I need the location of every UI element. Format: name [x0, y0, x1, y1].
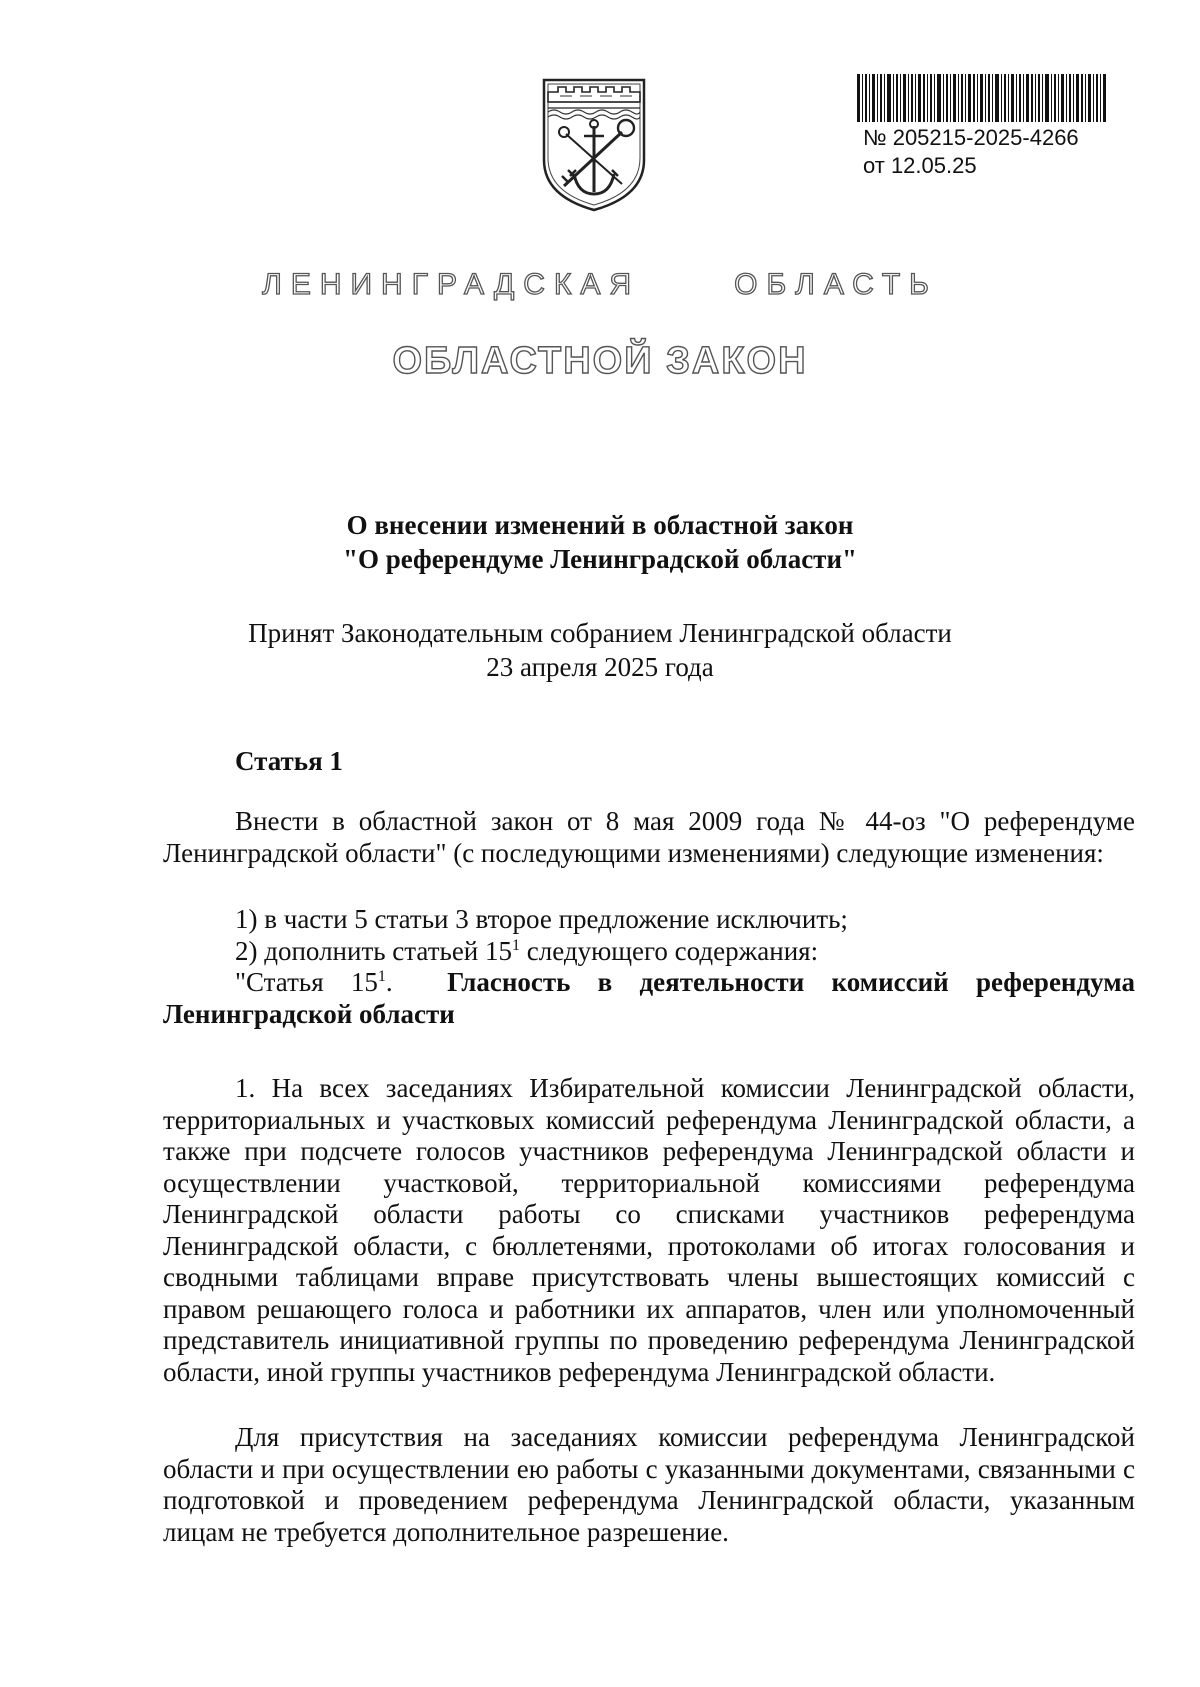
law-title-line-2: "О референдуме Ленинградской области": [342, 544, 857, 574]
new-article-heading: [163, 967, 1135, 1030]
new-article-part-1-continued: Для присутствия на заседаниях комиссии референдума Ленинградской области и при осуществлении ею работы с указанными документами, связанными с подготовкой и проведением референдума Ленинградской области, указанным лицам не требуется дополнительное разрешение.: [163, 1422, 1135, 1547]
new-article-dot: .: [385, 967, 393, 997]
law-title-line-1: О внесении изменений в областной закон: [346, 510, 854, 540]
new-article-number: "Статья 15: [235, 967, 378, 997]
item-2-text-end: следующего содержания:: [520, 936, 819, 966]
adoption-body: Принят Законодательным собранием Ленинградской области: [248, 618, 952, 648]
law-title: [0, 508, 1200, 576]
adoption-note: [0, 616, 1200, 684]
document-type: ОБЛАСТНОЙ ЗАКОН: [392, 340, 808, 382]
amendment-item-1: 1) в части 5 статьи 3 второе предложение исключить;: [235, 904, 848, 934]
new-article-title: Гласность в деятельности комиссий референдума Ленинградской области: [163, 967, 1135, 1029]
document-barcode: [857, 74, 1107, 122]
coat-of-arms-emblem: [538, 74, 650, 214]
new-article-superscript: 1: [377, 968, 386, 985]
registration-date: от 12.05.25: [863, 153, 977, 178]
amendment-item-2: [235, 936, 818, 968]
item-2-superscript: 1: [512, 937, 521, 954]
registration-stamp: [863, 124, 1079, 180]
region-name: ЛЕНИНГРАДСКАЯ ОБЛАСТЬ: [262, 268, 938, 301]
registration-number: № 205215-2025-4266: [863, 125, 1079, 150]
new-article-part-1: 1. На всех заседаниях Избирательной комиссии Ленинградской области, территориальных и участковых комиссий референдума Ленинградской области, а также при подсчете голосов участников референдума Ленинградской области и осуществлении участковой, территориальной комиссиями референдума Ленинградской области работы со списками участников референдума Ленинградской области, с бюллетенями, протоколами об итогах голосования и сводными таблицами вправе присутствовать члены вышестоящих комиссий с правом решающего голоса и работники их аппаратов, член или уполномоченный представитель инициативной группы по проведению референдума Ленинградской области, иной группы участников референдума Ленинградской области.: [163, 1073, 1135, 1387]
item-2-text-start: 2) дополнить статьей 15: [235, 936, 513, 966]
article-heading: Статья 1: [235, 746, 343, 776]
adoption-date: 23 апреля 2025 года: [486, 652, 714, 682]
article-intro: Внести в областной закон от 8 мая 2009 года № 44-оз "О референдуме Ленинградской области" (с последующими изменениями) следующие изменения:: [163, 806, 1135, 868]
